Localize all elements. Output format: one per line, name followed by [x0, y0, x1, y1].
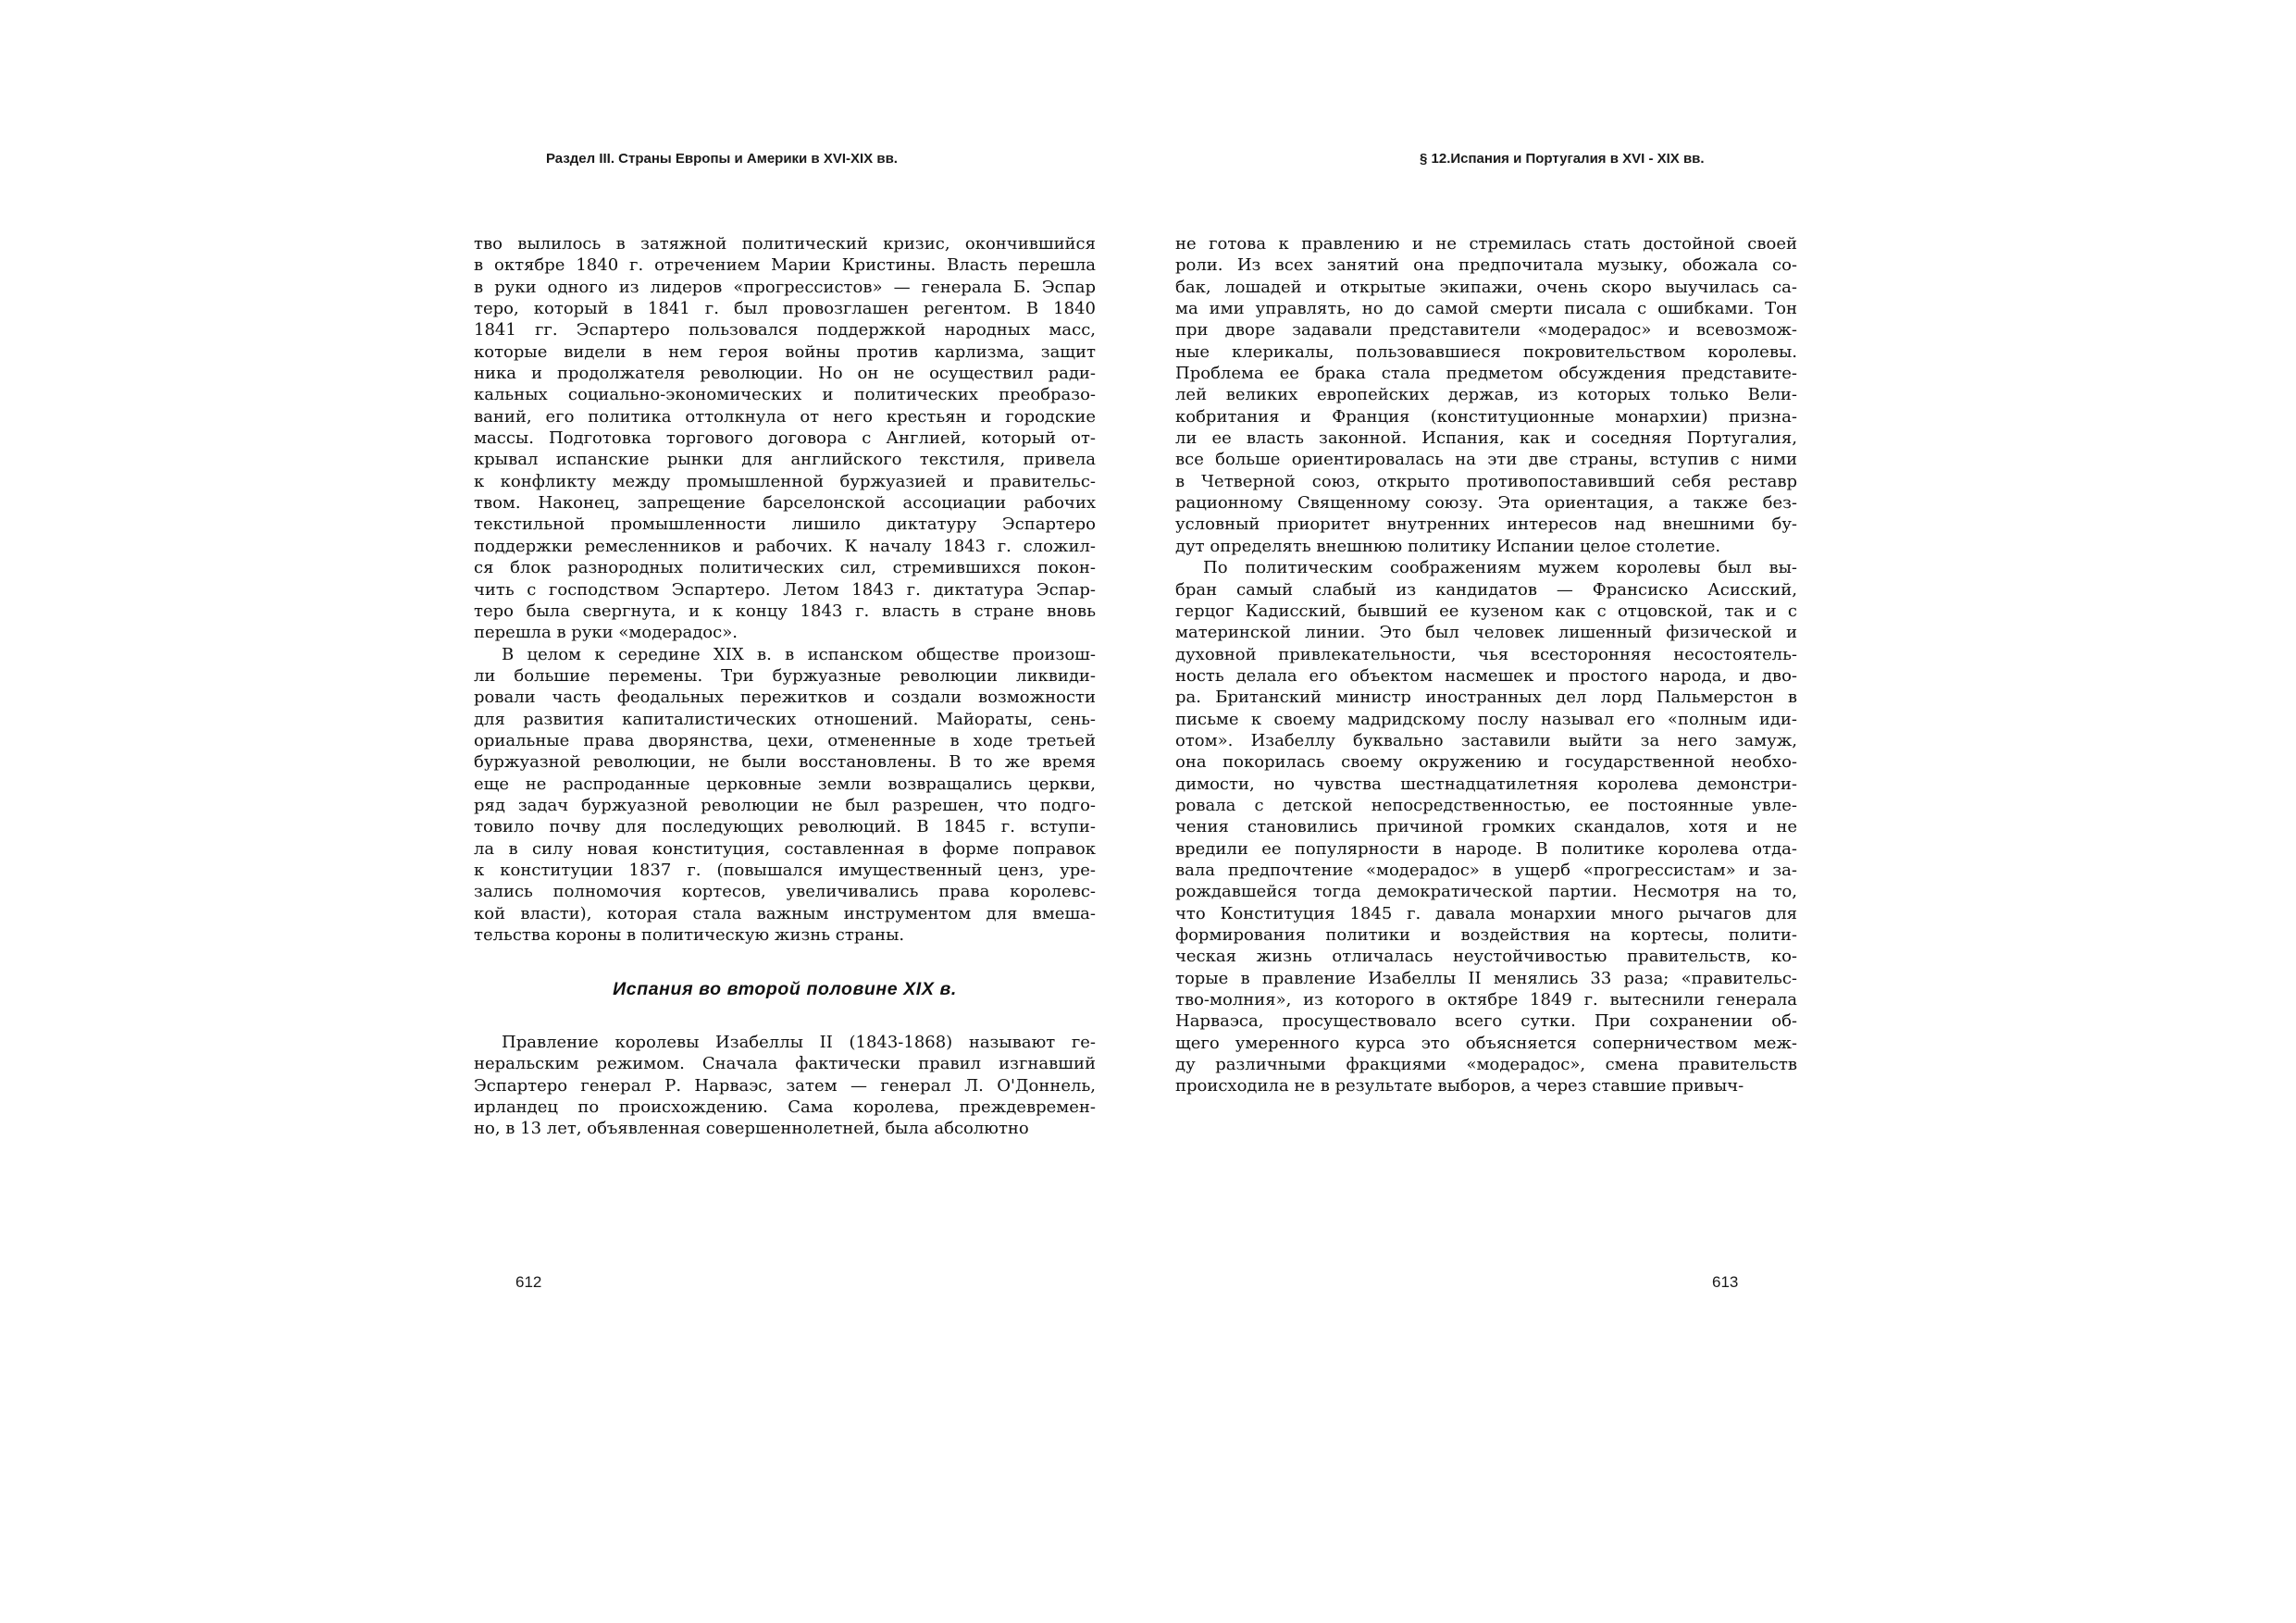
left-paragraph-3	[474, 1032, 1096, 1140]
text-line: массы. Подготовка торгового договора с Англией, который от-	[474, 428, 1096, 449]
text-line: в Четверной союз, открыто противопоставивший себя реставр	[1175, 471, 1797, 491]
left-page-number: 612	[515, 1273, 542, 1291]
section-heading: Испания во второй половине XIX в.	[613, 978, 957, 999]
right-running-head: § 12.Испания и Португалия в XVI - XIX вв.	[1420, 151, 1705, 167]
text-line: Проблема ее брака стала предметом обсуждения представите-	[1175, 364, 1797, 384]
text-line: кобритания и Франция (конституционные монархии) призна-	[1175, 406, 1797, 427]
text-line: зались полномочия кортесов, увеличивались права королевс-	[474, 882, 1096, 902]
text-line: для развития капиталистических отношений. Майораты, сень-	[474, 709, 1096, 729]
text-line: в октябре 1840 г. отречением Марии Кристины. Власть перешла	[474, 255, 1096, 276]
text-line: в руки одного из лидеров «прогрессистов» — генерала Б. Эспар	[474, 277, 1096, 297]
text-line: щего умеренного курса это объясняется соперничеством меж-	[1175, 1033, 1797, 1053]
text-line: ся блок разнородных политических сил, стремившихся покон-	[474, 558, 1096, 578]
text-line: не готова к правлению и не стремилась стать достойной своей	[1175, 234, 1797, 254]
left-paragraph-2	[474, 644, 1096, 947]
spacer	[474, 946, 1096, 967]
text-line: кой власти), которая стала важным инструментом для вмеша-	[474, 903, 1096, 923]
text-line: ровали часть феодальных пережитков и создали возможности	[474, 688, 1096, 708]
text-line: дут определять внешнюю политику Испании целое столетие.	[1175, 536, 1721, 556]
text-line: которые видели в нем героя войны против карлизма, защит	[474, 341, 1096, 362]
text-line: В целом к середине XIX в. в испанском обществе произош-	[502, 644, 1096, 664]
text-line: тво-молния», из которого в октябре 1849 г. вытеснили генерала	[1175, 990, 1797, 1010]
spacer	[474, 1010, 1096, 1032]
text-line: димости, но чувства шестнадцатилетняя королева демонстри-	[1175, 774, 1797, 794]
text-line: все больше ориентировалась на эти две страны, вступив с ними	[1175, 450, 1797, 470]
text-line: бран самый слабый из кандидатов — Франсиско Асисский,	[1175, 579, 1797, 600]
text-line: формирования политики и воздействия на кортесы, полити-	[1175, 925, 1797, 945]
text-line: ла в силу новая конституция, составленная в форме поправок	[474, 838, 1096, 859]
text-line: герцог Кадисский, бывший ее кузеном как с отцовской, так и с	[1175, 601, 1797, 621]
text-line: ность делала его объектом насмешек и простого народа, и дво-	[1175, 665, 1797, 686]
left-running-head: Раздел III. Страны Европы и Америки в XVI-XIX вв.	[546, 151, 898, 167]
text-line: рождавшейся тогда демократической партии. Несмотря на то,	[1175, 882, 1797, 902]
left-paragraph-1	[474, 233, 1096, 644]
text-line: перешла в руки «модерадос».	[474, 623, 738, 643]
text-line: ваний, его политика оттолкнула от него крестьян и городские	[474, 406, 1096, 427]
text-line: вала предпочтение «модерадос» в ущерб «прогрессистам» и за-	[1175, 860, 1797, 880]
text-line: По политическим соображениям мужем королевы был вы-	[1203, 558, 1797, 578]
text-line: условный приоритет внутренних интересов над внешними бу-	[1175, 514, 1797, 535]
text-line: неральским режимом. Сначала фактически правил изгнавший	[474, 1054, 1096, 1074]
text-line: чить с господством Эспартеро. Летом 1843 г. диктатура Эспар-	[474, 579, 1096, 600]
text-line: письме к своему мадридскому послу называл его «полным иди-	[1175, 709, 1797, 729]
text-line: текстильной промышленности лишило диктатуру Эспартеро	[474, 514, 1096, 535]
text-line: к конституции 1837 г. (повышался имущественный ценз, уре-	[474, 860, 1096, 880]
text-line: Эспартеро генерал Р. Нарваэс, затем — генерал Л. О'Доннель,	[474, 1075, 1096, 1096]
text-line: 1841 гг. Эспартеро пользовался поддержкой народных масс,	[474, 320, 1096, 341]
text-line: ряд задач буржуазной революции не был разрешен, что подго-	[474, 795, 1096, 815]
right-paragraph-2	[1175, 557, 1797, 1097]
text-line: Правление королевы Изабеллы II (1843-1868) называют ге-	[502, 1033, 1096, 1053]
left-text-block	[474, 233, 1096, 1140]
text-line: тельства короны в политическую жизнь страны.	[474, 925, 905, 945]
text-line: крывал испанские рынки для английского текстиля, привела	[474, 450, 1096, 470]
text-line: ника и продолжателя революции. Но он не осуществил ради-	[474, 364, 1096, 384]
text-line: к конфликту между промышленной буржуазией и правительс-	[474, 471, 1096, 491]
text-line: чения становились причиной громких скандалов, хотя и не	[1175, 817, 1797, 837]
text-line: ирландец по происхождению. Сама королева, преждевремен-	[474, 1097, 1096, 1118]
right-paragraph-1	[1175, 233, 1797, 557]
text-line: роли. Из всех занятий она предпочитала музыку, обожала со-	[1175, 255, 1797, 276]
text-line: ли большие перемены. Три буржуазные революции ликвиди-	[474, 665, 1096, 686]
right-page-number: 613	[1712, 1273, 1739, 1291]
text-line: тво вылилось в затяжной политический кризис, окончившийся	[474, 234, 1096, 254]
text-line: кальных социально-экономических и политических преобразо-	[474, 385, 1096, 405]
text-line: ра. Британский министр иностранных дел лорд Пальмерстон в	[1175, 688, 1797, 708]
text-line: Нарваэса, просуществовало всего сутки. При сохранении об-	[1175, 1011, 1797, 1032]
text-line: происходила не в результате выборов, а через ставшие привыч-	[1175, 1076, 1744, 1096]
text-line: при дворе задавали представители «модерадос» и всевозмож-	[1175, 320, 1797, 341]
text-line: торые в правление Изабеллы II менялись 33 раза; «правительс-	[1175, 968, 1797, 988]
right-page	[1148, 0, 2296, 1623]
text-line: ческая жизнь отличалась неустойчивостью правительств, ко-	[1175, 947, 1797, 967]
text-line: что Конституция 1845 г. давала монархии много рычагов для	[1175, 903, 1797, 923]
text-line: буржуазной революции, не были восстановлены. В то же время	[474, 752, 1096, 773]
text-line: твом. Наконец, запрещение барселонской ассоциации рабочих	[474, 493, 1096, 514]
text-line: товило почву для последующих революций. В 1845 г. вступи-	[474, 817, 1096, 837]
text-line: но, в 13 лет, объявленная совершеннолетней, была абсолютно	[474, 1119, 1029, 1139]
text-line: вредили ее популярности в народе. В политике королева отда-	[1175, 838, 1797, 859]
text-line: рационному Священному союзу. Эта ориентация, а также без-	[1175, 493, 1797, 514]
text-line: ма ими управлять, но до самой смерти писала с ошибками. Тон	[1175, 299, 1797, 319]
text-line: теро, который в 1841 г. был провозглашен регентом. В 1840	[474, 299, 1096, 319]
text-line: поддержки ремесленников и рабочих. К началу 1843 г. сложил-	[474, 536, 1096, 556]
text-line: материнской линии. Это был человек лишенный физической и	[1175, 623, 1797, 643]
text-line: ли ее власть законной. Испания, как и соседняя Португалия,	[1175, 428, 1797, 449]
text-line: еще не распроданные церковные земли возвращались церкви,	[474, 774, 1096, 794]
text-line: ориальные права дворянства, цехи, отмененные в ходе третьей	[474, 730, 1096, 750]
text-line: ные клерикалы, пользовавшиеся покровительством королевы.	[1175, 341, 1797, 362]
text-line: ровала с детской непосредственностью, ее постоянные увле-	[1175, 795, 1797, 815]
text-line: духовной привлекательности, чья всесторонняя несостоятель-	[1175, 644, 1797, 664]
text-line: отом». Изабеллу буквально заставили выйти за него замуж,	[1175, 730, 1797, 750]
text-line: лей великих европейских держав, из которых только Вели-	[1175, 385, 1797, 405]
text-line: ду различными фракциями «модерадос», смена правительств	[1175, 1055, 1797, 1075]
right-text-block	[1175, 233, 1797, 1097]
text-line: она покорилась своему окружению и государственной необхо-	[1175, 752, 1797, 773]
text-line: теро была свергнута, и к концу 1843 г. власть в стране вновь	[474, 601, 1096, 621]
text-line: бак, лошадей и открытые экипажи, очень скоро выучилась са-	[1175, 277, 1797, 297]
